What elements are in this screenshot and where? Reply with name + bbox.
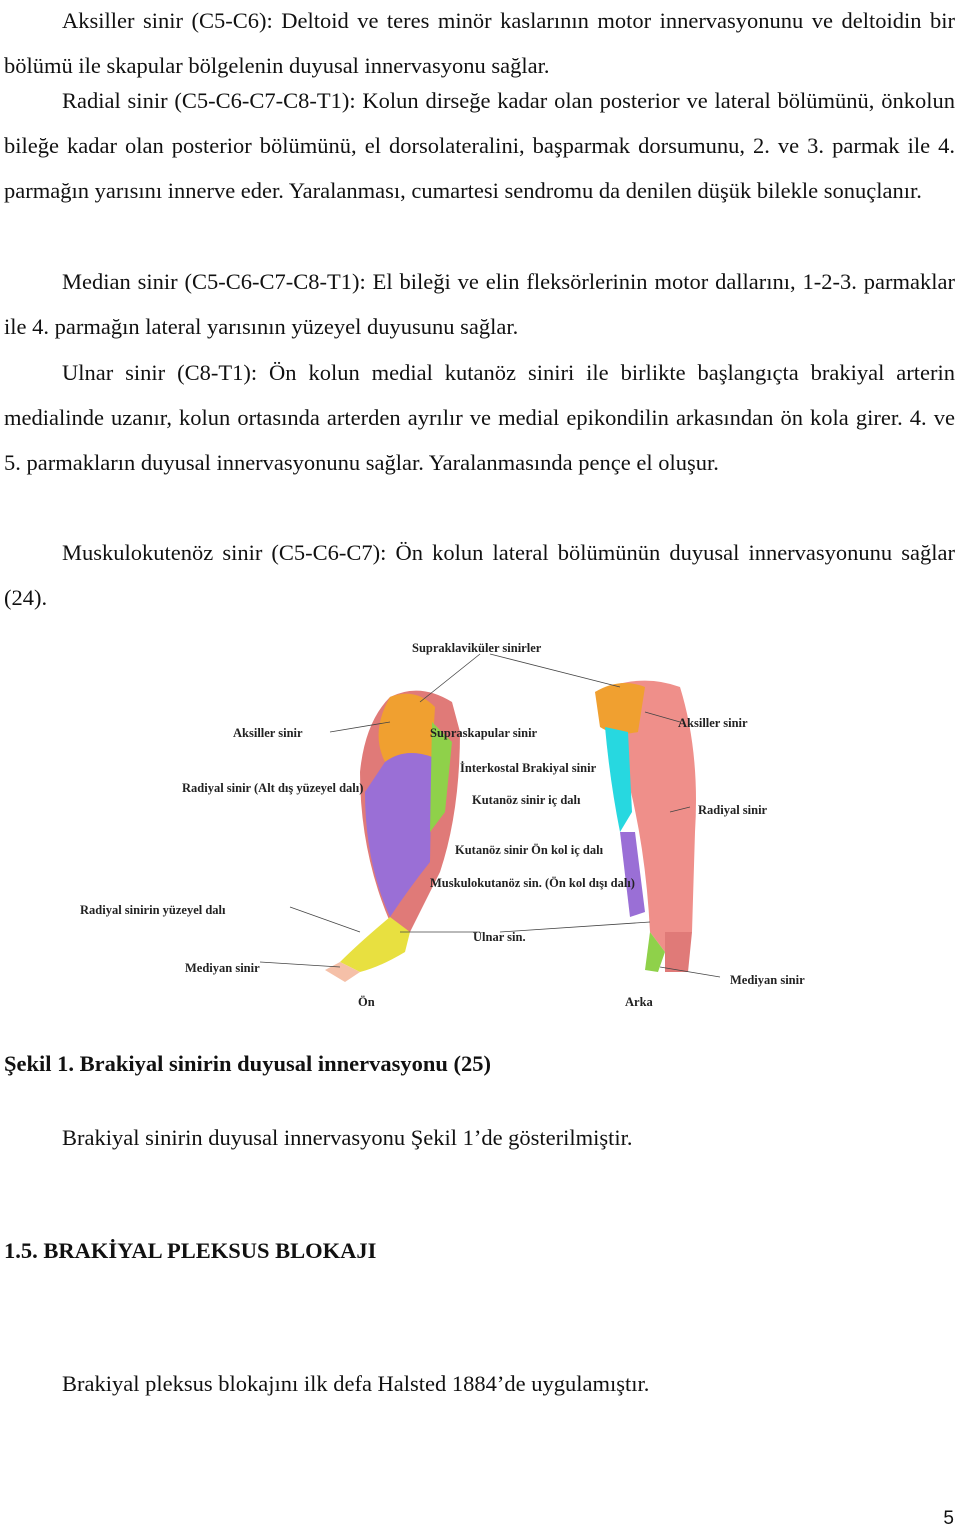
label-radiyal-alt: Radiyal sinir (Alt dış yüzeyel dalı) bbox=[182, 781, 364, 795]
arm-nerve-figure bbox=[60, 632, 890, 1032]
figure-caption: Şekil 1. Brakiyal sinirin duyusal innervasyonu (25) bbox=[4, 1051, 491, 1076]
paragraph-median: Median sinir (C5-C6-C7-C8-T1): El bileği ve elin fleksörlerinin motor dallarını, 1-2-3. parmaklar ile 4. parmağın lateral yarısının yüzeyel duyusunu sağlar. bbox=[4, 269, 955, 339]
label-radiyal-yuzeyel: Radiyal sinirin yüzeyel dalı bbox=[80, 903, 226, 917]
label-arka: Arka bbox=[625, 995, 653, 1009]
paragraph-ulnar: Ulnar sinir (C8-T1): Ön kolun medial kutanöz siniri ile birlikte başlangıçta brakiyal arterin medialinde uzanır, kolun ortasında arterden ayrılır ve medial epikondilin arkasından ön kola girer. 4. ve 5. parmakların duyusal innervasyonunu sağlar. Yaralanmasında pençe el oluşur. bbox=[4, 360, 955, 475]
label-mediyan-right: Mediyan sinir bbox=[730, 973, 805, 987]
label-ulnar: Ulnar sin. bbox=[473, 930, 526, 944]
label-kutanoz-onkol: Kutanöz sinir Ön kol iç dalı bbox=[455, 843, 604, 857]
label-muskulokutanoz: Muskulokutanöz sin. (Ön kol dışı dalı) bbox=[430, 876, 635, 890]
history-line: Brakiyal pleksus blokajını ilk defa Halsted 1884’de uygulamıştır. bbox=[62, 1371, 650, 1396]
label-on: Ön bbox=[358, 995, 375, 1009]
paragraph-radial: Radial sinir (C5-C6-C7-C8-T1): Kolun dirseğe kadar olan posterior ve lateral bölümünü, önkolun bileğe kadar olan posterior bölümünü, el dorsolateralini, başparmak dorsumunu, 2. ve 3. parmak ile 4. parmağın yarısını innerve eder. Yaralanması, cumartesi sendromu da denilen düşük bilekle sonuçlanır. bbox=[4, 88, 955, 203]
label-interkostal: İnterkostal Brakiyal sinir bbox=[460, 761, 597, 775]
arm-diagram bbox=[60, 632, 890, 1032]
front-hand-yellow bbox=[340, 917, 410, 972]
paragraph-muskulokutanoz: Muskulokutenöz sinir (C5-C6-C7): Ön kolun lateral bölümünün duyusal innervasyonunu sağlar (24). bbox=[4, 540, 955, 610]
label-radiyal-right: Radiyal sinir bbox=[698, 803, 768, 817]
front-shoulder-region bbox=[379, 694, 435, 762]
label-aksiller-left: Aksiller sinir bbox=[233, 726, 303, 740]
label-supraklavikuler: Supraklaviküler sinirler bbox=[412, 641, 542, 655]
paragraph-aksiller: Aksiller sinir (C5-C6): Deltoid ve teres minör kaslarının motor innervasyonunu ve deltoidin bir bölümü ile skapular bölgelenin duyusal innervasyonu sağlar. bbox=[4, 8, 955, 78]
label-supraskapular: Supraskapular sinir bbox=[430, 726, 538, 740]
figure-reference-line: Brakiyal sinirin duyusal innervasyonu Şekil 1’de gösterilmiştir. bbox=[62, 1125, 633, 1150]
page-number: 5 bbox=[943, 1508, 954, 1529]
label-mediyan-left: Mediyan sinir bbox=[185, 961, 260, 975]
label-kutanoz-ic: Kutanöz sinir iç dalı bbox=[472, 793, 581, 807]
label-aksiller-right: Aksiller sinir bbox=[678, 716, 748, 730]
section-heading: 1.5. BRAKİYAL PLEKSUS BLOKAJI bbox=[4, 1238, 377, 1263]
back-cyan-region bbox=[605, 727, 632, 832]
back-hand bbox=[665, 932, 692, 972]
back-shoulder-region bbox=[595, 683, 645, 734]
